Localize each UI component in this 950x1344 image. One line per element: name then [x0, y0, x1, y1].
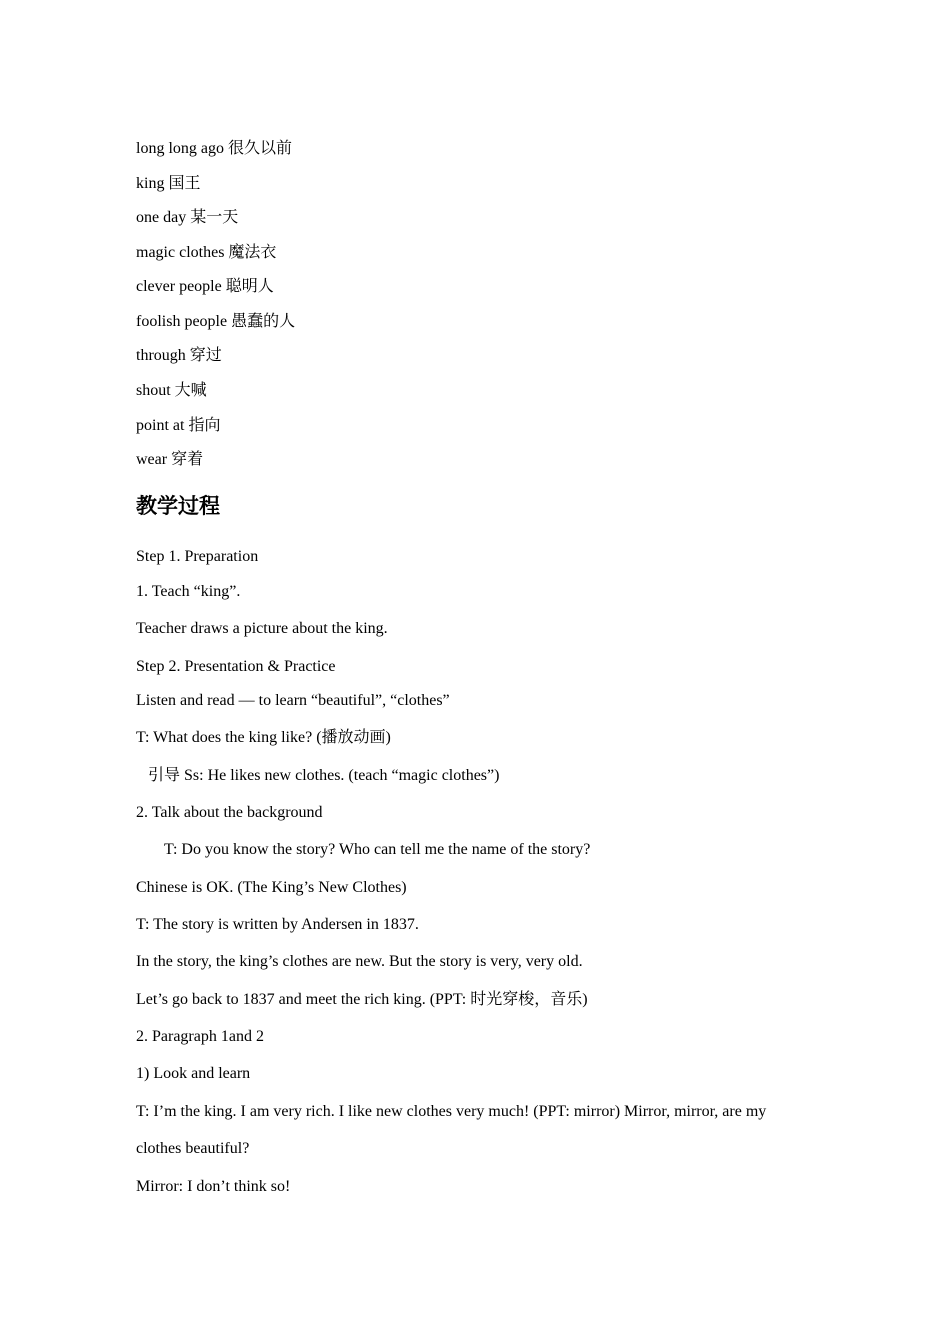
process-line: Step 2. Presentation & Practice [136, 658, 336, 675]
process-line: 1. Teach “king”. [136, 583, 241, 600]
process-line: 引导 Ss: He likes new clothes. (teach “magic clothes”) [148, 767, 500, 784]
process-line: Mirror: I don’t think so! [136, 1178, 291, 1195]
process-line: T: The story is written by Andersen in 1837. [136, 916, 419, 933]
vocab-item: one day 某一天 [136, 209, 239, 226]
vocab-item: foolish people 愚蠢的人 [136, 313, 296, 330]
process-line: 2. Paragraph 1and 2 [136, 1028, 264, 1045]
process-line: 1) Look and learn [136, 1065, 251, 1082]
process-line: T: Do you know the story? Who can tell me the name of the story? [164, 841, 591, 858]
vocab-item: clever people 聪明人 [136, 278, 274, 295]
process-line: Step 1. Preparation [136, 548, 259, 565]
section-heading: 教学过程 [136, 494, 220, 518]
process-line: Teacher draws a picture about the king. [136, 620, 388, 637]
process-line: In the story, the king’s clothes are new. But the story is very, very old. [136, 953, 583, 970]
process-line: clothes beautiful? [136, 1140, 250, 1157]
vocab-item: shout 大喊 [136, 382, 207, 399]
vocab-item: through 穿过 [136, 347, 222, 364]
process-line: 2. Talk about the background [136, 804, 323, 821]
vocab-item: point at 指向 [136, 417, 221, 434]
vocab-item: wear 穿着 [136, 451, 204, 468]
process-line: Listen and read — to learn “beautiful”, “clothes” [136, 692, 450, 709]
vocab-item: magic clothes 魔法衣 [136, 244, 277, 261]
vocab-item: long long ago 很久以前 [136, 140, 292, 157]
process-line: T: What does the king like? (播放动画) [136, 729, 391, 746]
process-line: T: I’m the king. I am very rich. I like new clothes very much! (PPT: mirror) Mirror, mirror, are my [136, 1103, 767, 1120]
process-line: Chinese is OK. (The King’s New Clothes) [136, 879, 407, 896]
process-line: Let’s go back to 1837 and meet the rich king. (PPT: 时光穿梭，音乐) [136, 991, 588, 1008]
vocab-item: king 国王 [136, 175, 201, 192]
